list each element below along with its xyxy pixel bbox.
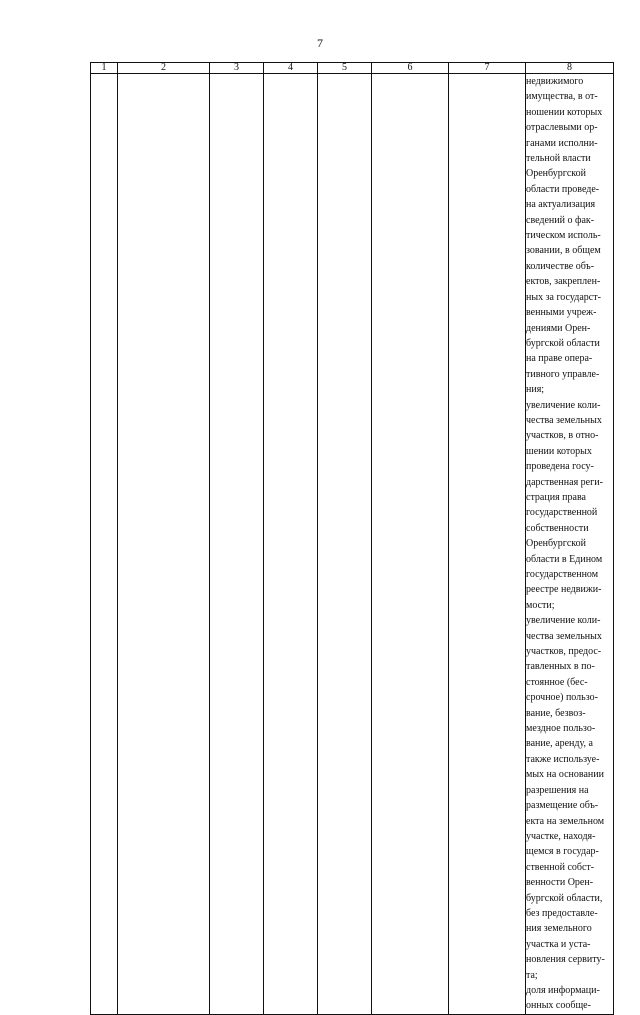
column-header-7: 7 xyxy=(449,63,526,74)
table-cell-col4 xyxy=(264,74,318,1015)
text-line: участков, в отно- xyxy=(526,430,599,442)
text-line: ственной собст- xyxy=(526,861,595,873)
table-cell-col6 xyxy=(372,74,449,1015)
text-line: онных сообще- xyxy=(526,1000,591,1012)
text-line: Оренбургской xyxy=(526,538,586,550)
text-line: участков, предос- xyxy=(526,646,602,658)
text-line: вание, безвоз- xyxy=(526,707,586,719)
text-line: щемся в государ- xyxy=(526,846,599,858)
text-line: страция права xyxy=(526,491,586,503)
text-line: недвижимого xyxy=(526,76,584,87)
text-line: отраслевыми ор- xyxy=(526,122,598,134)
text-line: дарственная реги- xyxy=(526,476,603,488)
text-line: мездное пользо- xyxy=(526,723,596,735)
column-header-8: 8 xyxy=(526,63,614,74)
text-line: новления сервиту- xyxy=(526,954,605,966)
text-line: ния; xyxy=(526,384,545,396)
text-line: стоянное (бес- xyxy=(526,676,588,688)
text-line: разрешения на xyxy=(526,784,589,796)
text-line: увеличение коли- xyxy=(526,615,601,627)
text-line: государственной xyxy=(526,507,598,519)
column-header-1: 1 xyxy=(91,63,118,74)
column-header-5: 5 xyxy=(318,63,372,74)
text-line: государственном xyxy=(526,569,599,580)
text-line: сведений о фак- xyxy=(526,214,595,226)
text-line: мых на основании xyxy=(526,769,604,781)
text-line: участка и уста- xyxy=(526,938,591,950)
table-cell-col1 xyxy=(91,74,118,1015)
text-line: венными учреж- xyxy=(526,307,597,319)
table-header-row xyxy=(91,63,614,74)
text-line: тавленных в по- xyxy=(526,661,595,673)
text-line: тическом исполь- xyxy=(526,230,601,242)
table-row xyxy=(91,74,614,1015)
text-line: вание, аренду, а xyxy=(526,738,593,750)
text-line: имущества, в от- xyxy=(526,91,598,103)
table-cell-col7 xyxy=(449,74,526,1015)
page-number: 7 xyxy=(317,36,323,50)
column-header-6: 6 xyxy=(372,63,449,74)
text-line: шении которых xyxy=(526,445,592,457)
text-line: участке, находя- xyxy=(526,830,596,842)
text-line: количестве объ- xyxy=(526,260,595,272)
text-line: ния земельного xyxy=(526,923,592,935)
table-cell-col2 xyxy=(118,74,210,1015)
text-line: срочное) пользо- xyxy=(526,692,598,704)
text-line: реестре недвижи- xyxy=(526,584,602,596)
text-line: также используе- xyxy=(526,753,600,765)
column-header-4: 4 xyxy=(264,63,318,74)
text-line: доля информаци- xyxy=(526,984,600,996)
text-line: мости; xyxy=(526,599,555,611)
text-line: на актуализация xyxy=(526,199,596,211)
text-line: зовании, в общем xyxy=(526,245,601,257)
text-line: собственности xyxy=(526,522,589,534)
text-line: бургской области xyxy=(526,337,600,349)
text-line: ных за государст- xyxy=(526,291,601,303)
table-cell-col3 xyxy=(210,74,264,1015)
text-line: ношении которых xyxy=(526,106,603,118)
text-line: чества земельных xyxy=(526,630,602,642)
table-cell-col5 xyxy=(318,74,372,1015)
text-line: екта на земельном xyxy=(526,815,605,827)
text-line: области проведе- xyxy=(526,183,600,195)
text-line: увеличение коли- xyxy=(526,399,601,411)
text-line: Оренбургской xyxy=(526,168,586,180)
column-header-2: 2 xyxy=(118,63,210,74)
text-line: тельной власти xyxy=(526,153,591,165)
text-line: бургской области, xyxy=(526,892,603,904)
text-line: ганами исполни- xyxy=(526,137,598,149)
text-line: размещение объ- xyxy=(526,800,599,812)
text-line: ектов, закреплен- xyxy=(526,276,601,288)
data-table xyxy=(90,62,614,1015)
text-line: чества земельных xyxy=(526,414,602,426)
text-line: без предоставле- xyxy=(526,907,598,919)
text-line: на праве опера- xyxy=(526,353,593,365)
text-line: дениями Орен- xyxy=(526,322,591,334)
text-line: тивного управле- xyxy=(526,368,600,380)
column-header-3: 3 xyxy=(210,63,264,74)
text-line: та; xyxy=(526,969,538,981)
text-line: проведена госу- xyxy=(526,461,594,473)
text-line: области в Едином xyxy=(526,553,603,565)
text-line: венности Орен- xyxy=(526,877,594,889)
indicator-text-cell xyxy=(526,74,614,1015)
